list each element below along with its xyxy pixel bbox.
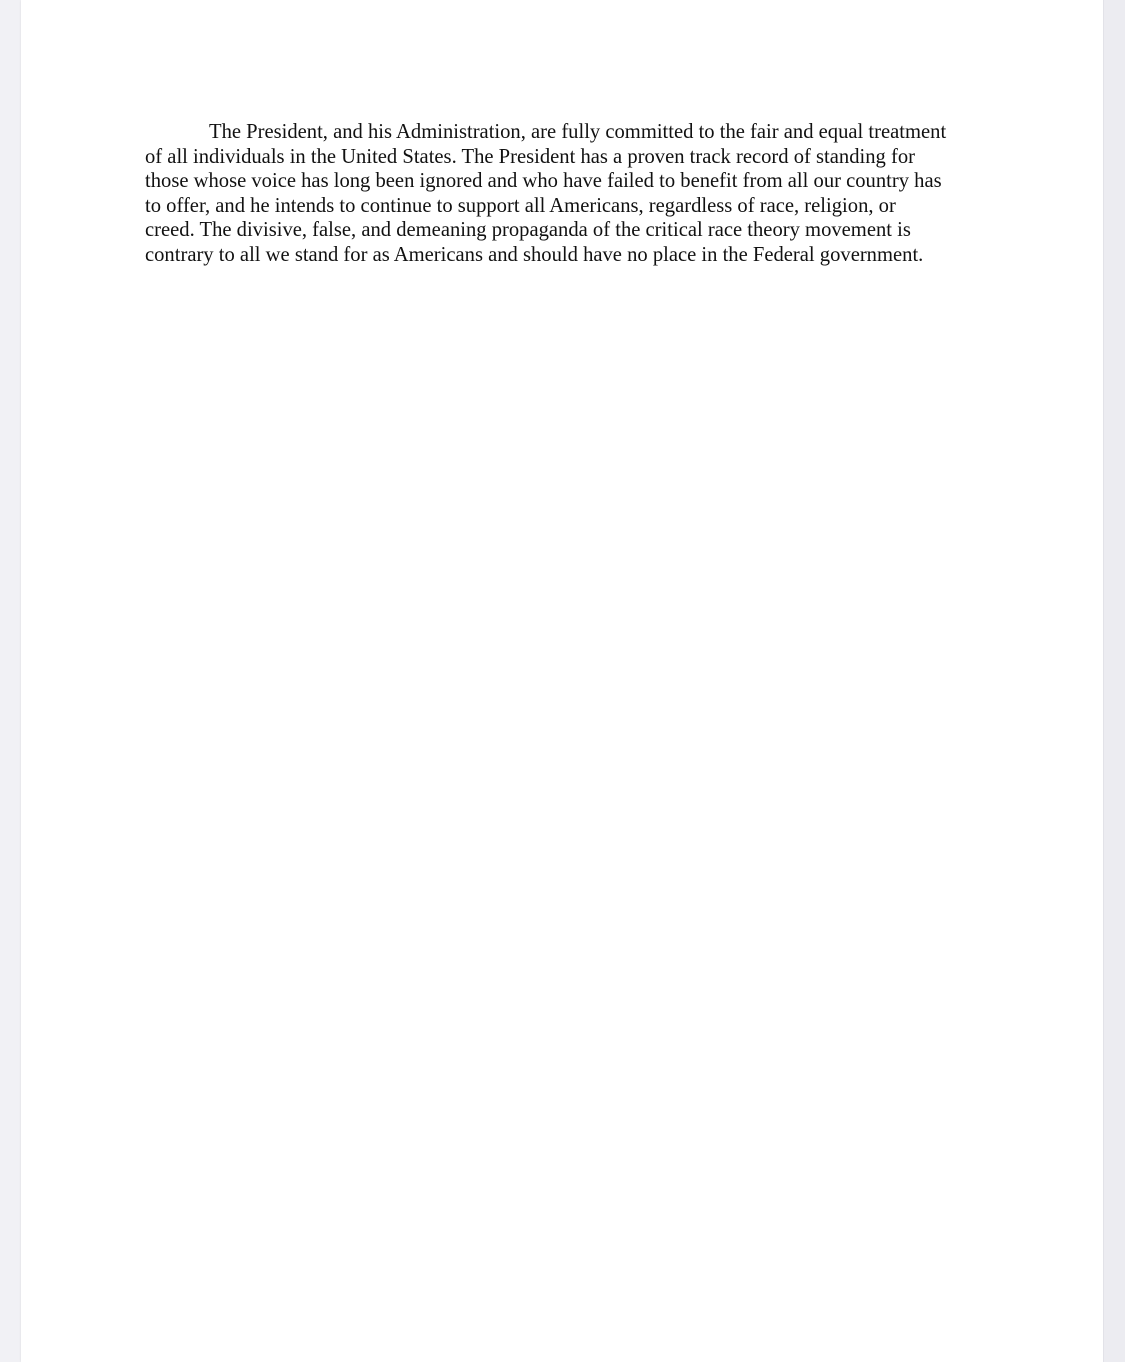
paragraph-line: to offer, and he intends to continue to support all Americans, regardless of race, religion, or <box>145 194 896 217</box>
body-paragraph <box>145 120 975 267</box>
right-margin-gutter <box>1103 0 1125 1362</box>
left-margin-gutter <box>0 0 22 1362</box>
paragraph-line: of all individuals in the United States. The President has a proven track record of standing for <box>145 145 915 168</box>
paragraph-line: The President, and his Administration, are fully committed to the fair and equal treatment <box>209 121 947 143</box>
paragraph-line: contrary to all we stand for as Americans and should have no place in the Federal government. <box>145 243 924 266</box>
paragraph-line: creed. The divisive, false, and demeaning propaganda of the critical race theory movement is <box>145 219 911 241</box>
paragraph-line: those whose voice has long been ignored and who have failed to benefit from all our country has <box>145 170 942 192</box>
